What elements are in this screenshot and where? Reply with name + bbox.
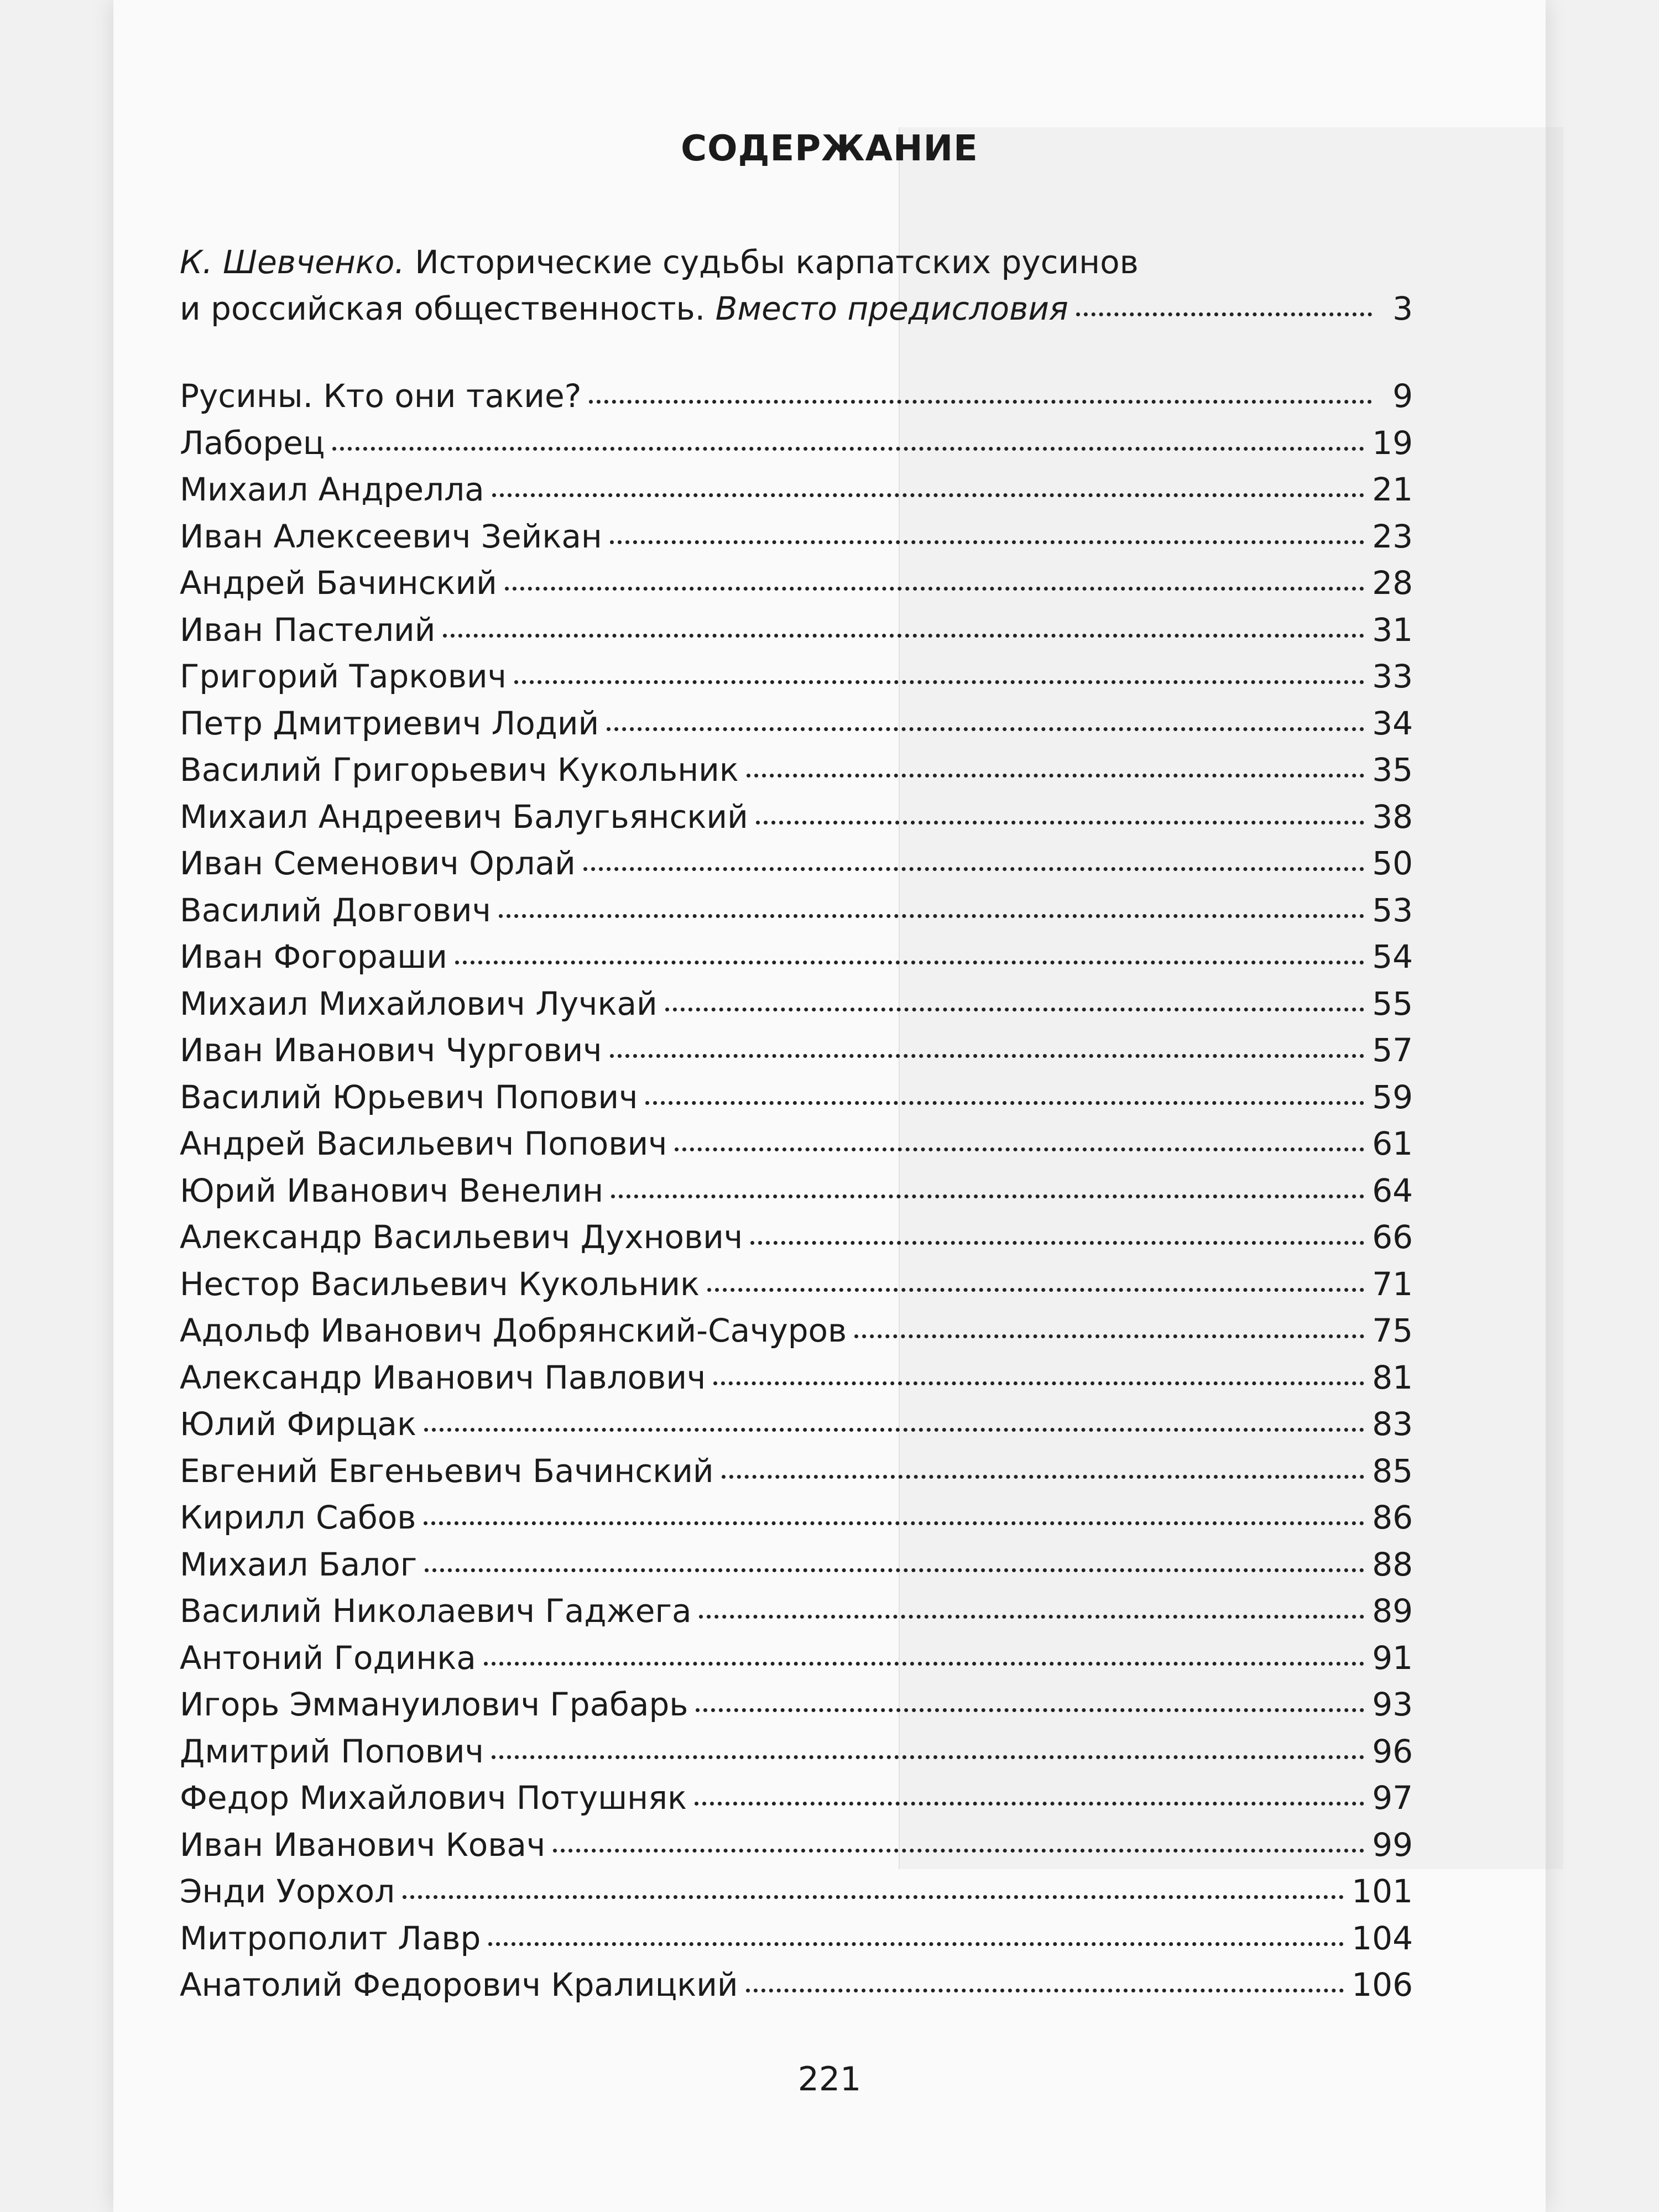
toc-entry-page: 91 bbox=[1372, 1639, 1413, 1677]
toc-entry bbox=[180, 377, 1413, 424]
dot-leader bbox=[610, 540, 1364, 544]
toc-entry-title: Василий Довгович bbox=[180, 891, 491, 929]
toc-entry bbox=[180, 658, 1413, 705]
toc-entry bbox=[180, 938, 1413, 985]
dot-leader bbox=[756, 821, 1364, 825]
toc-entry bbox=[180, 891, 1413, 938]
toc-entry-title: Михаил Михайлович Лучкай bbox=[180, 984, 658, 1022]
toc-entry-page: 59 bbox=[1372, 1078, 1413, 1116]
toc-entry-page: 75 bbox=[1372, 1312, 1413, 1349]
dot-leader bbox=[403, 1895, 1344, 1899]
toc-entry bbox=[180, 1686, 1413, 1733]
dot-leader bbox=[492, 1755, 1364, 1759]
dot-leader bbox=[610, 1054, 1365, 1058]
toc-entry bbox=[180, 1031, 1413, 1078]
dot-leader bbox=[696, 1708, 1364, 1712]
dot-leader bbox=[553, 1849, 1364, 1853]
toc-entry bbox=[180, 1499, 1413, 1546]
preface-line-2 bbox=[180, 285, 1413, 332]
toc-entry bbox=[180, 424, 1413, 471]
dot-leader bbox=[583, 867, 1364, 871]
toc-entry-page: 31 bbox=[1372, 611, 1413, 649]
toc-entry-title: Игорь Эммануилович Грабарь bbox=[180, 1686, 688, 1723]
toc-entry bbox=[180, 1592, 1413, 1639]
dot-leader bbox=[707, 1288, 1364, 1292]
toc-entry-page: 88 bbox=[1372, 1545, 1413, 1583]
toc-entry-page: 34 bbox=[1372, 704, 1413, 742]
toc-entry-page: 61 bbox=[1372, 1125, 1413, 1162]
toc-entry-title: Энди Уорхол bbox=[180, 1872, 395, 1910]
toc-entry-page: 28 bbox=[1372, 564, 1413, 602]
toc-entry-title: Антоний Годинка bbox=[180, 1639, 476, 1677]
toc-entry-page: 97 bbox=[1372, 1779, 1413, 1817]
toc-entry-title: Василий Николаевич Гаджега bbox=[180, 1592, 692, 1630]
toc-entry-title: Лаборец bbox=[180, 424, 325, 462]
dot-leader bbox=[645, 1101, 1364, 1105]
toc-entry-page: 64 bbox=[1372, 1171, 1413, 1209]
preface-line-1 bbox=[180, 239, 1413, 285]
preface-subtitle: Вместо предисловия bbox=[715, 290, 1068, 327]
toc-entry bbox=[180, 844, 1413, 891]
toc-entry-page: 23 bbox=[1372, 517, 1413, 555]
toc-entry bbox=[180, 1359, 1413, 1406]
toc-entry-title: Андрей Бачинский bbox=[180, 564, 497, 602]
toc-entry-page: 50 bbox=[1372, 844, 1413, 882]
toc-entry bbox=[180, 1312, 1413, 1359]
dot-leader bbox=[699, 1615, 1364, 1619]
preface-title-line-2: и российская общественность. bbox=[180, 290, 706, 327]
toc-entry-title: Иван Пастелий bbox=[180, 611, 436, 649]
toc-entry bbox=[180, 705, 1413, 752]
toc-entry-title: Иван Иванович Ковач bbox=[180, 1825, 546, 1864]
toc-entry-title: Михаил Балог bbox=[180, 1545, 418, 1583]
toc-entry-title: Василий Юрьевич Попович bbox=[180, 1078, 638, 1116]
toc-entry-title: Федор Михайлович Потушняк bbox=[180, 1779, 687, 1817]
dot-leader bbox=[492, 493, 1364, 497]
dot-leader bbox=[484, 1662, 1364, 1666]
toc-entry-title: Русины. Кто они такие? bbox=[180, 377, 582, 415]
toc-entry-page: 106 bbox=[1352, 1966, 1413, 2004]
dot-leader bbox=[499, 914, 1364, 918]
toc-entry-page: 89 bbox=[1372, 1592, 1413, 1630]
preface-page: 3 bbox=[1392, 290, 1413, 327]
toc-entry bbox=[180, 471, 1413, 518]
toc-entry-title: Михаил Андреевич Балугьянский bbox=[180, 797, 748, 836]
toc-entry-page: 81 bbox=[1372, 1358, 1413, 1396]
dot-leader bbox=[589, 400, 1372, 404]
toc-list bbox=[180, 377, 1413, 2013]
toc-entry-title: Александр Иванович Павлович bbox=[180, 1358, 706, 1396]
toc-entry-title: Михаил Андрелла bbox=[180, 471, 484, 508]
toc-entry-page: 9 bbox=[1392, 377, 1413, 415]
toc-entry bbox=[180, 1125, 1413, 1172]
dot-leader bbox=[424, 1428, 1364, 1432]
page-number: 221 bbox=[797, 2060, 862, 2099]
toc-entry-page: 101 bbox=[1352, 1872, 1413, 1910]
dot-leader bbox=[854, 1334, 1364, 1338]
dot-leader bbox=[675, 1147, 1364, 1151]
dot-leader bbox=[747, 774, 1364, 778]
preface-author: К. Шевченко. bbox=[180, 243, 405, 281]
toc-entry-page: 104 bbox=[1352, 1919, 1413, 1957]
toc-entry-title: Иван Фогораши bbox=[180, 938, 447, 975]
dot-leader bbox=[1076, 312, 1372, 316]
toc-entry-title: Дмитрий Попович bbox=[180, 1732, 484, 1770]
dot-leader bbox=[611, 1194, 1364, 1198]
toc-entry bbox=[180, 1078, 1413, 1125]
toc-entry-title: Иван Семенович Орлай bbox=[180, 844, 576, 882]
toc-entry bbox=[180, 1218, 1413, 1265]
preface-entry bbox=[180, 239, 1413, 332]
dot-leader bbox=[695, 1802, 1364, 1806]
toc-entry-page: 66 bbox=[1372, 1218, 1413, 1256]
toc-entry-page: 57 bbox=[1372, 1031, 1413, 1069]
toc-entry bbox=[180, 564, 1413, 611]
toc-entry-page: 38 bbox=[1372, 797, 1413, 836]
toc-entry bbox=[180, 1779, 1413, 1826]
page-title: СОДЕРЖАНИЕ bbox=[681, 128, 978, 169]
toc-entry bbox=[180, 1966, 1413, 2013]
dot-leader bbox=[332, 447, 1364, 451]
toc-entry bbox=[180, 1919, 1413, 1966]
toc-entry-title: Иван Алексеевич Зейкан bbox=[180, 517, 602, 555]
toc-entry-page: 19 bbox=[1372, 424, 1413, 462]
toc-entry-title: Кирилл Сабов bbox=[180, 1499, 416, 1536]
toc-entry-title: Григорий Таркович bbox=[180, 658, 507, 695]
toc-entry-title: Евгений Евгеньевич Бачинский bbox=[180, 1452, 714, 1490]
toc-entry-page: 83 bbox=[1372, 1405, 1413, 1443]
toc-entry-page: 99 bbox=[1372, 1825, 1413, 1864]
toc-entry-title: Андрей Васильевич Попович bbox=[180, 1125, 667, 1162]
dot-leader bbox=[750, 1241, 1364, 1245]
toc-entry bbox=[180, 751, 1413, 798]
dot-leader bbox=[424, 1521, 1364, 1525]
dot-leader bbox=[713, 1381, 1364, 1385]
toc-entry-title: Нестор Васильевич Кукольник bbox=[180, 1265, 700, 1303]
toc-entry bbox=[180, 1872, 1413, 1919]
toc-entry-page: 86 bbox=[1372, 1499, 1413, 1536]
toc-entry-title: Анатолий Федорович Кралицкий bbox=[180, 1966, 738, 2004]
toc-entry-title: Адольф Иванович Добрянский-Сачуров bbox=[180, 1312, 847, 1349]
toc-entry-page: 53 bbox=[1372, 891, 1413, 929]
toc-entry bbox=[180, 1405, 1413, 1452]
toc-entry-title: Юлий Фирцак bbox=[180, 1405, 417, 1443]
toc-entry-page: 71 bbox=[1372, 1265, 1413, 1303]
toc-entry bbox=[180, 1733, 1413, 1780]
toc-entry bbox=[180, 1826, 1413, 1873]
dot-leader bbox=[607, 727, 1364, 731]
dot-leader bbox=[505, 587, 1364, 591]
toc-entry-page: 33 bbox=[1372, 658, 1413, 695]
dot-leader bbox=[514, 680, 1364, 684]
dot-leader bbox=[455, 961, 1364, 964]
toc-entry bbox=[180, 985, 1413, 1032]
toc-entry-title: Василий Григорьевич Кукольник bbox=[180, 751, 739, 789]
toc-entry bbox=[180, 1639, 1413, 1686]
dot-leader bbox=[488, 1942, 1344, 1946]
toc-entry-title: Юрий Иванович Венелин bbox=[180, 1171, 604, 1209]
toc-entry-page: 96 bbox=[1372, 1732, 1413, 1770]
toc-entry bbox=[180, 1452, 1413, 1499]
toc-entry-title: Петр Дмитриевич Лодий bbox=[180, 704, 599, 742]
toc-entry-page: 54 bbox=[1372, 938, 1413, 975]
toc-entry-page: 35 bbox=[1372, 751, 1413, 789]
toc-entry bbox=[180, 1546, 1413, 1593]
dot-leader bbox=[425, 1568, 1364, 1572]
dot-leader bbox=[665, 1008, 1364, 1011]
toc-entry bbox=[180, 518, 1413, 565]
dot-leader bbox=[443, 634, 1364, 638]
toc-entry bbox=[180, 611, 1413, 658]
toc-entry bbox=[180, 1172, 1413, 1219]
toc-entry-title: Митрополит Лавр bbox=[180, 1919, 481, 1957]
toc-entry-page: 21 bbox=[1372, 471, 1413, 508]
toc-entry-page: 93 bbox=[1372, 1686, 1413, 1723]
toc-entry bbox=[180, 798, 1413, 845]
toc-entry-page: 85 bbox=[1372, 1452, 1413, 1490]
dot-leader bbox=[746, 1989, 1344, 1992]
toc-entry-title: Александр Васильевич Духнович bbox=[180, 1218, 743, 1256]
toc-entry-page: 55 bbox=[1372, 984, 1413, 1022]
toc-entry-title: Иван Иванович Чургович bbox=[180, 1031, 602, 1069]
dot-leader bbox=[722, 1475, 1365, 1479]
toc-entry bbox=[180, 1265, 1413, 1312]
preface-title-line-1: Исторические судьбы карпатских русинов bbox=[415, 243, 1139, 281]
